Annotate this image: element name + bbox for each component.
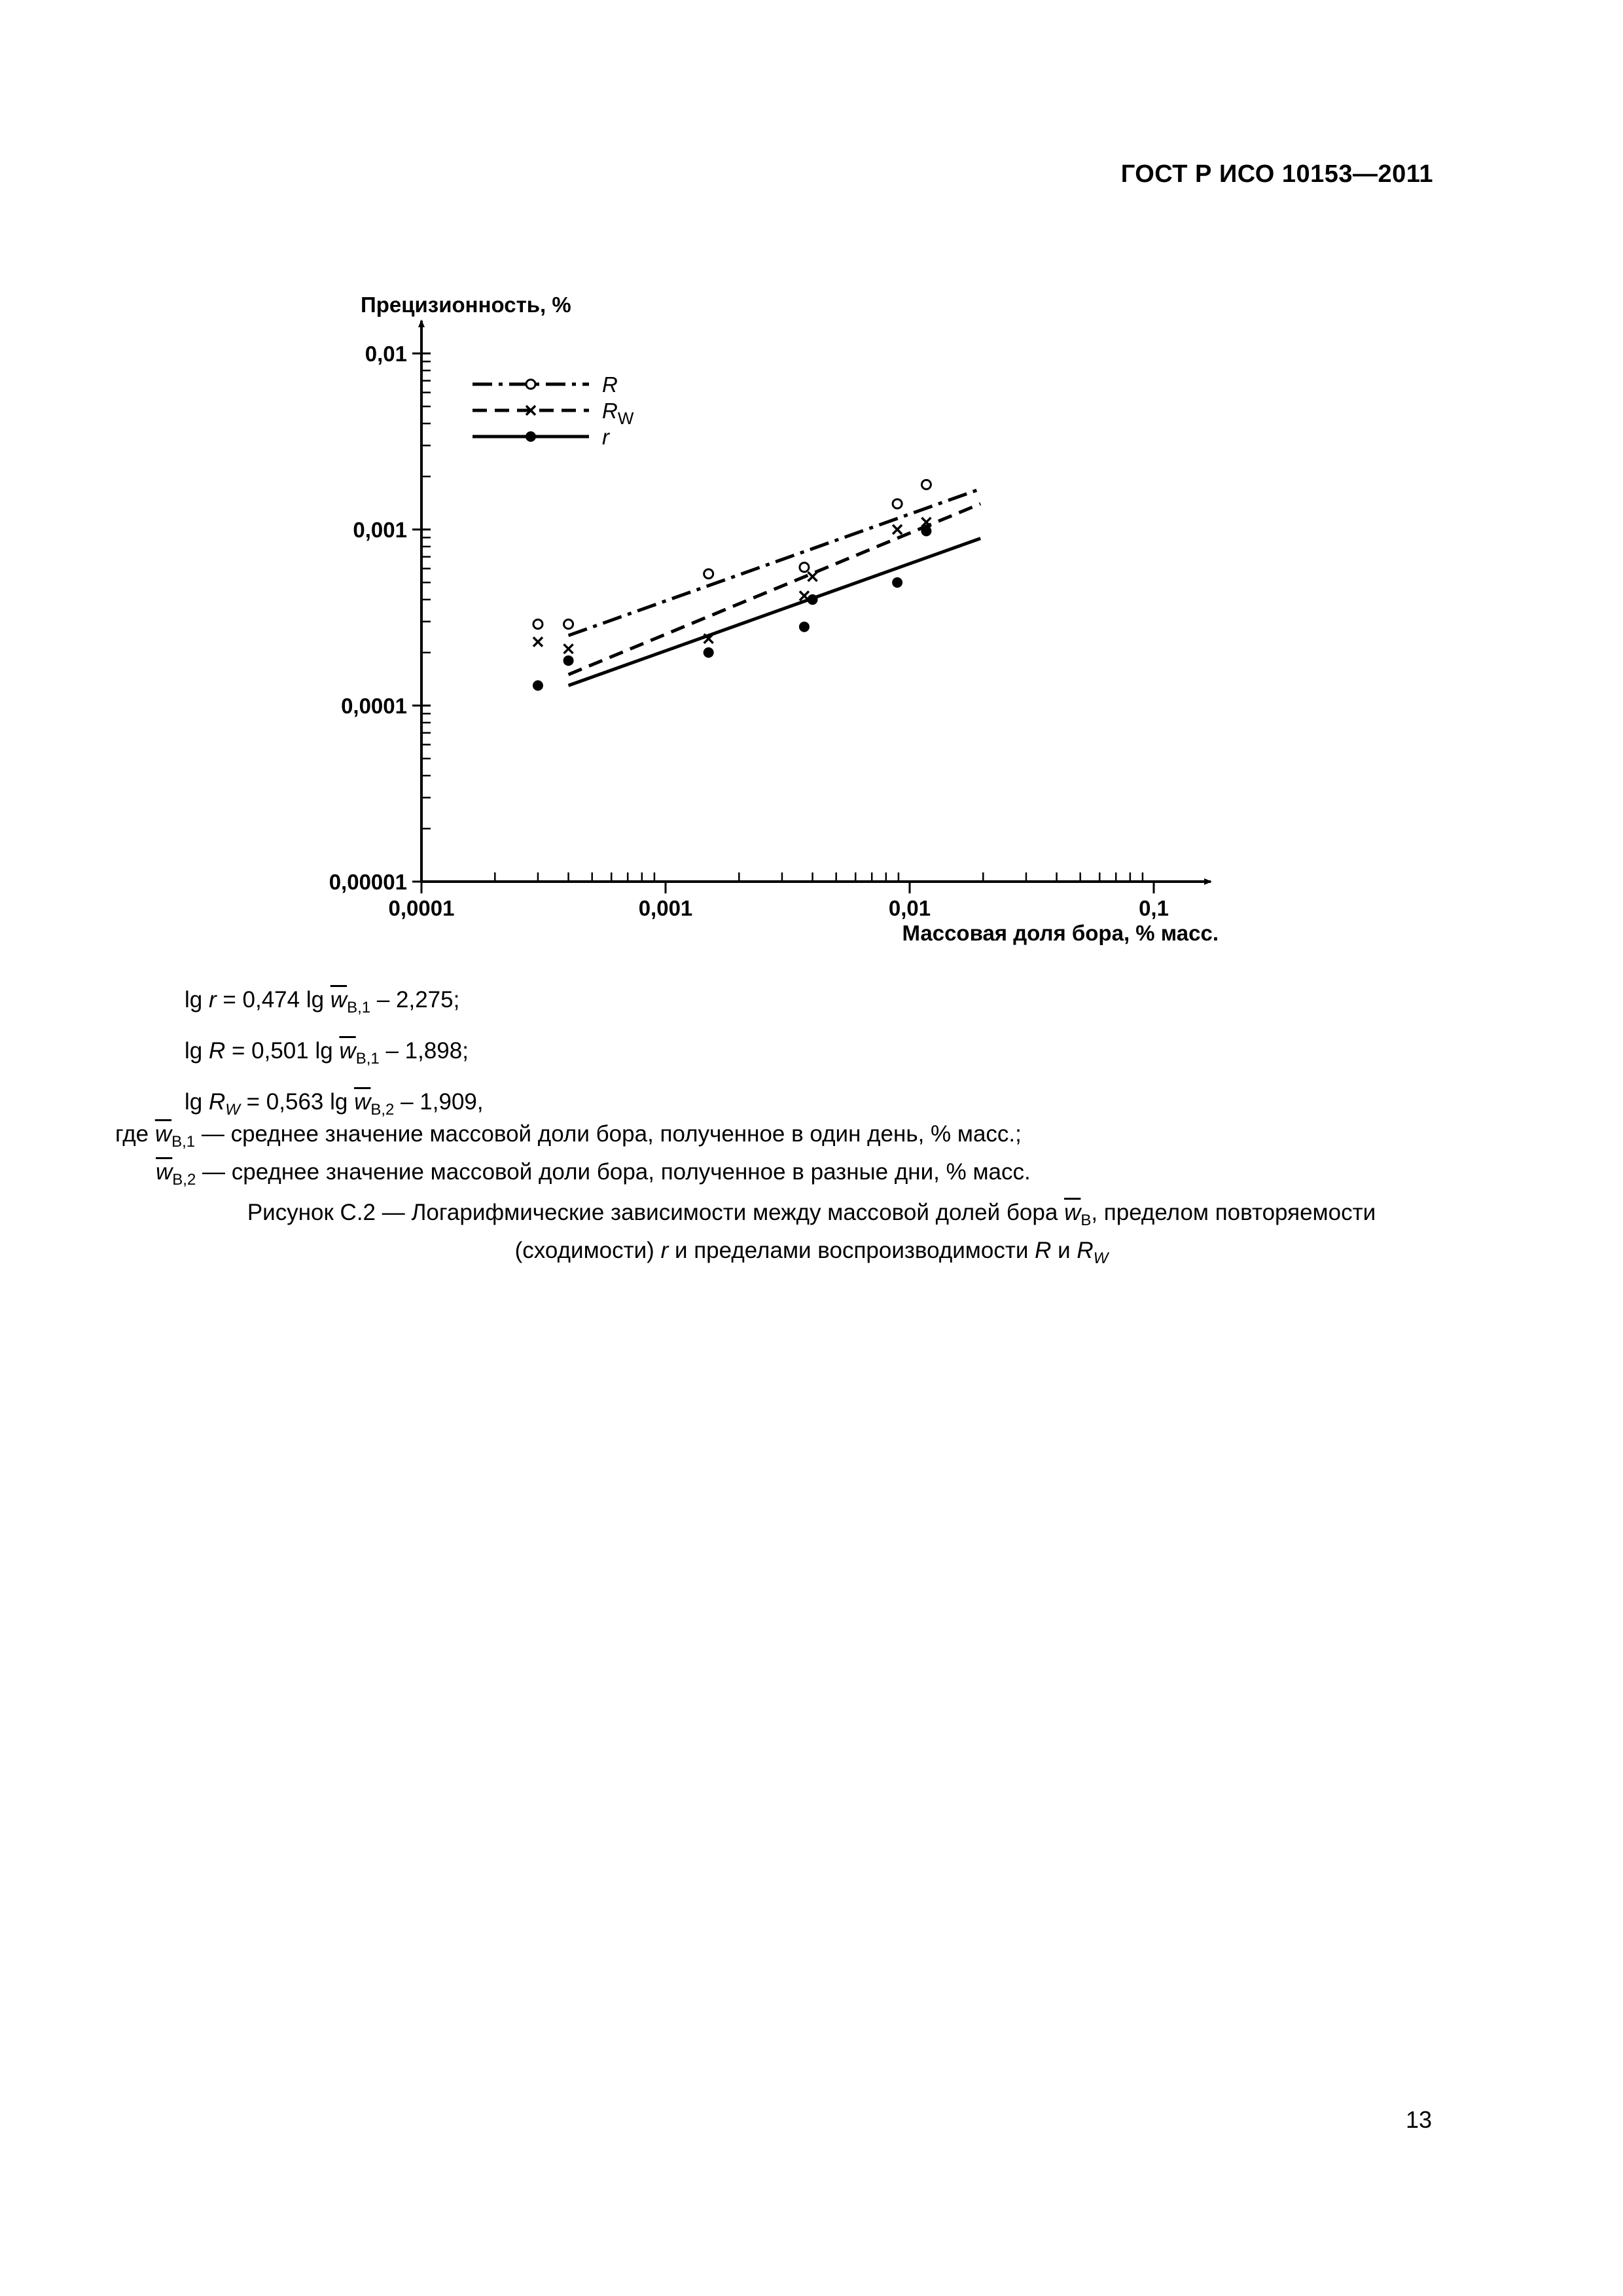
variable-definitions	[115, 1119, 1031, 1195]
y-tick-label: 0,001	[353, 518, 407, 542]
data-point-RW	[808, 572, 817, 581]
definition-w-b2: $\overline{w}_{B,2}$ — среднее значение массовой доли бора, полученное в разные дни, % масс.	[156, 1159, 1031, 1189]
page-number: 13	[1405, 2106, 1432, 2133]
data-points	[533, 480, 931, 691]
x-tick-label: 0,1	[1139, 896, 1169, 920]
formula-R: lg R = 0,501 $\lg \overline{w}_{B,1} - 1,898$;	[185, 1038, 469, 1067]
legend-label-R: R	[602, 372, 618, 397]
data-point-R	[893, 499, 902, 509]
caption-line-2: (сходимости) r и пределами воспроизводимости R и $R_W$	[514, 1238, 1109, 1267]
data-point-r	[704, 647, 714, 658]
legend	[473, 372, 634, 449]
data-point-r	[921, 526, 931, 536]
data-point-R	[921, 480, 931, 489]
data-point-r	[808, 594, 818, 605]
x-tick-label: 0,0001	[388, 896, 455, 920]
y-axis-title: Прецизионность, %	[361, 293, 571, 317]
data-point-RW	[533, 637, 543, 647]
data-point-r	[533, 680, 543, 691]
fit-lines	[569, 489, 981, 685]
x-tick-label: 0,01	[888, 896, 931, 920]
data-point-RW	[893, 525, 902, 534]
y-tick-label: 0,00001	[329, 870, 407, 894]
data-point-R	[533, 620, 543, 629]
ticks	[329, 342, 1169, 920]
data-point-R	[704, 569, 713, 579]
figure-caption	[0, 1198, 1623, 1274]
data-point-r	[563, 655, 574, 666]
axes	[361, 293, 1219, 945]
data-point-R	[800, 563, 809, 572]
legend-label-r: r	[602, 425, 609, 449]
formula-r: lg r = 0,474 $\lg \overline{w}_{B,1} - 2,275$;	[185, 987, 460, 1016]
data-point-RW	[564, 644, 573, 653]
definition-w-b1: где $\overline{w}_{B,1}$ — среднее значение массовой доли бора, полученное в один день, % масс.;	[115, 1121, 1022, 1151]
y-tick-label: 0,0001	[341, 694, 407, 718]
legend-label-RW: $R_W$	[602, 399, 634, 428]
precision-chart	[0, 0, 1623, 982]
data-point-r	[892, 577, 902, 588]
data-point-r	[799, 622, 810, 632]
x-tick-label: 0,001	[638, 896, 693, 920]
caption-line-1: Рисунок С.2 — Логарифмические зависимости между массовой долей бора $\overline{w}_B$, пределом повторяемости	[247, 1200, 1376, 1229]
data-point-R	[564, 620, 573, 629]
x-axis-title: Массовая доля бора, % масс.	[902, 921, 1219, 945]
legend-marker-R	[526, 380, 535, 389]
formula-RW: $\lg R_W = 0,563$ $\lg \overline{w}_{B,2} - 1,909$,	[185, 1089, 484, 1119]
document-header: ГОСТ Р ИСО 10153—2011	[1120, 160, 1433, 188]
formulas	[185, 978, 484, 1132]
legend-marker-r	[526, 431, 536, 442]
y-tick-label: 0,01	[365, 342, 407, 366]
fit-line-RW	[569, 504, 981, 675]
